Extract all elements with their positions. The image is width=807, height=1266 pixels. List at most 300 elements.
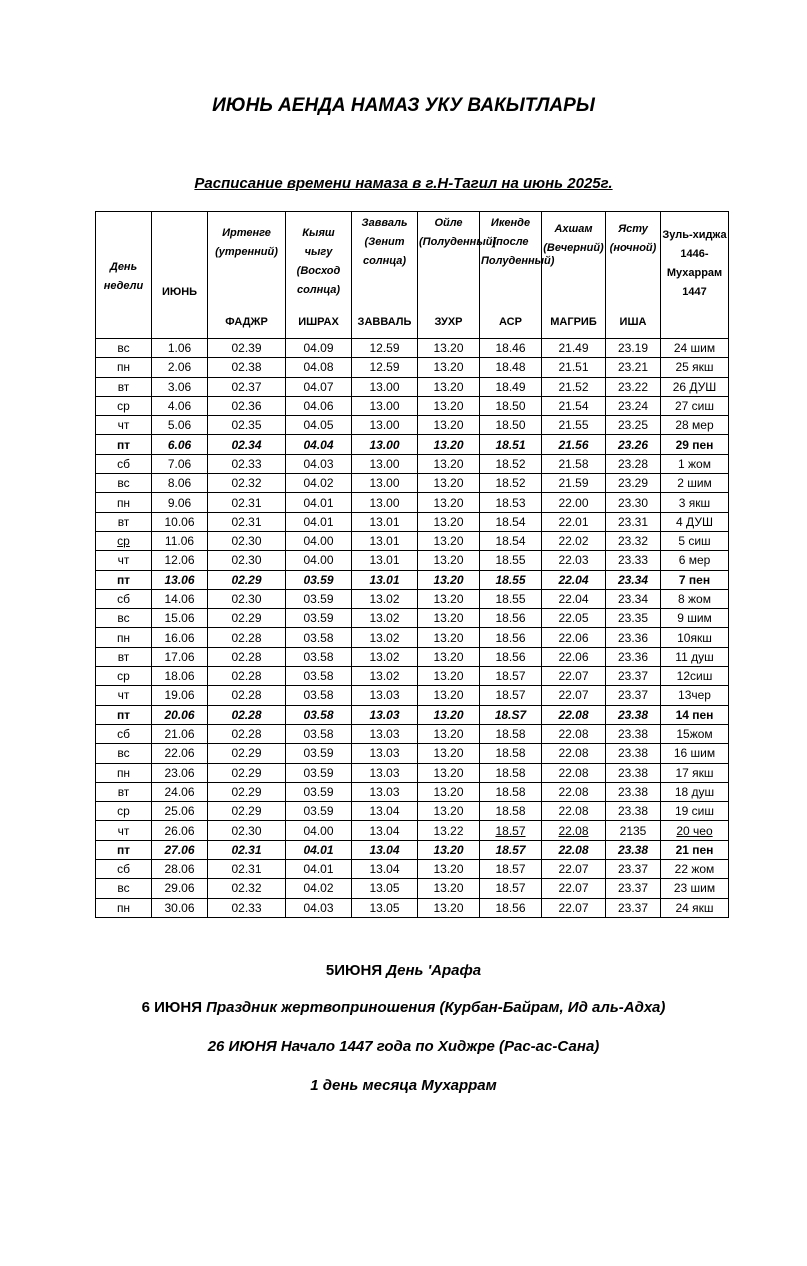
cell-ishrak: 04.01 <box>286 860 352 879</box>
cell-maghrib: 22.00 <box>542 493 606 512</box>
cell-ishrak: 03.58 <box>286 686 352 705</box>
cell-isha: 2135 <box>606 821 661 840</box>
cell-isha: 23.24 <box>606 396 661 415</box>
cell-isha: 23.38 <box>606 802 661 821</box>
note-muharram: 1 день месяца Мухаррам <box>310 1077 497 1094</box>
cell-asr: 18.51 <box>480 435 542 454</box>
cell-asr: 18.46 <box>480 339 542 358</box>
cell-date: 23.06 <box>152 763 208 782</box>
cell-fajr: 02.31 <box>208 860 286 879</box>
cell-isha: 23.28 <box>606 454 661 473</box>
cell-fajr: 02.29 <box>208 744 286 763</box>
cell-fajr: 02.31 <box>208 512 286 531</box>
cell-isha: 23.37 <box>606 667 661 686</box>
cell-hijri: 29 пен <box>661 435 729 454</box>
cell-ishrak: 04.03 <box>286 454 352 473</box>
header-maghrib: Ахшам (Вечерний) МАГРИБ <box>542 212 606 339</box>
cell-zawal: 13.01 <box>352 512 418 531</box>
cell-maghrib: 22.08 <box>542 724 606 743</box>
cell-hijri: 9 шим <box>661 609 729 628</box>
cell-ishrak: 04.07 <box>286 377 352 396</box>
table-row <box>96 860 729 879</box>
cell-hijri: 11 душ <box>661 647 729 666</box>
table-row <box>96 416 729 435</box>
cell-maghrib: 22.04 <box>542 570 606 589</box>
table-row <box>96 802 729 821</box>
table-row <box>96 821 729 840</box>
cell-ishrak: 04.01 <box>286 840 352 859</box>
cell-wd: сб <box>96 860 152 879</box>
cell-zuhr: 13.20 <box>418 377 480 396</box>
cell-zuhr: 13.20 <box>418 860 480 879</box>
cell-zawal: 13.04 <box>352 860 418 879</box>
cell-isha: 23.38 <box>606 840 661 859</box>
table-row <box>96 647 729 666</box>
cell-wd: пт <box>96 705 152 724</box>
cell-date: 19.06 <box>152 686 208 705</box>
cell-zawal: 13.02 <box>352 647 418 666</box>
cell-hijri: 3 якш <box>661 493 729 512</box>
cell-zuhr: 13.20 <box>418 358 480 377</box>
cell-maghrib: 21.59 <box>542 474 606 493</box>
cell-wd: чт <box>96 551 152 570</box>
prayer-schedule-table <box>95 211 729 918</box>
cell-asr: 18.53 <box>480 493 542 512</box>
cell-asr: 18.58 <box>480 782 542 801</box>
cell-fajr: 02.38 <box>208 358 286 377</box>
cell-date: 4.06 <box>152 396 208 415</box>
cell-fajr: 02.32 <box>208 879 286 898</box>
cell-zuhr: 13.20 <box>418 589 480 608</box>
header-date: ИЮНЬ <box>152 212 208 339</box>
cell-asr: 18.48 <box>480 358 542 377</box>
cell-wd: пт <box>96 570 152 589</box>
cell-hijri: 26 ДУШ <box>661 377 729 396</box>
cell-wd: вс <box>96 609 152 628</box>
cell-hijri: 18 душ <box>661 782 729 801</box>
cell-asr: 18.57 <box>480 686 542 705</box>
cell-ishrak: 04.05 <box>286 416 352 435</box>
cell-zawal: 13.00 <box>352 474 418 493</box>
cell-asr: 18.55 <box>480 589 542 608</box>
cell-date: 15.06 <box>152 609 208 628</box>
cell-maghrib: 22.07 <box>542 686 606 705</box>
table-row <box>96 898 729 917</box>
cell-ishrak: 04.00 <box>286 821 352 840</box>
cell-fajr: 02.28 <box>208 705 286 724</box>
table-row <box>96 551 729 570</box>
cell-isha: 23.32 <box>606 531 661 550</box>
cell-fajr: 02.28 <box>208 628 286 647</box>
cell-ishrak: 04.03 <box>286 898 352 917</box>
cell-asr: 18.57 <box>480 667 542 686</box>
cell-wd: чт <box>96 416 152 435</box>
cell-isha: 23.35 <box>606 609 661 628</box>
table-row <box>96 531 729 550</box>
cell-asr: 18.54 <box>480 531 542 550</box>
page-title: ИЮНЬ АЕНДА НАМАЗ УКУ ВАКЫТЛАРЫ <box>212 95 595 116</box>
table-row <box>96 840 729 859</box>
cell-isha: 23.26 <box>606 435 661 454</box>
cell-maghrib: 21.58 <box>542 454 606 473</box>
cell-date: 13.06 <box>152 570 208 589</box>
cell-date: 14.06 <box>152 589 208 608</box>
cell-asr: 18.50 <box>480 396 542 415</box>
cell-date: 11.06 <box>152 531 208 550</box>
cell-maghrib: 22.08 <box>542 705 606 724</box>
cell-zawal: 13.04 <box>352 840 418 859</box>
cell-wd: вс <box>96 339 152 358</box>
cell-maghrib: 21.55 <box>542 416 606 435</box>
cell-maghrib: 22.02 <box>542 531 606 550</box>
cell-ishrak: 03.59 <box>286 570 352 589</box>
cell-asr: 18.55 <box>480 570 542 589</box>
header-ishrak: Кыяш чыгу (Восход солнца) ИШРАХ <box>286 212 352 339</box>
cell-zuhr: 13.20 <box>418 879 480 898</box>
cell-maghrib: 22.08 <box>542 802 606 821</box>
cell-wd: вт <box>96 782 152 801</box>
cell-zuhr: 13.20 <box>418 647 480 666</box>
cell-zawal: 13.03 <box>352 744 418 763</box>
table-row <box>96 763 729 782</box>
cell-zuhr: 13.20 <box>418 667 480 686</box>
table-row <box>96 493 729 512</box>
cell-maghrib: 21.49 <box>542 339 606 358</box>
cell-isha: 23.19 <box>606 339 661 358</box>
cell-hijri: 14 пен <box>661 705 729 724</box>
schedule-subtitle: Расписание времени намаза в г.Н-Тагил на июнь 2025г. <box>194 175 613 192</box>
cell-isha: 23.36 <box>606 628 661 647</box>
cell-isha: 23.38 <box>606 782 661 801</box>
cell-fajr: 02.29 <box>208 763 286 782</box>
cell-zawal: 13.05 <box>352 879 418 898</box>
cell-date: 17.06 <box>152 647 208 666</box>
cell-wd: пн <box>96 898 152 917</box>
cell-zuhr: 13.20 <box>418 724 480 743</box>
header-isha: Ясту (ночной) ИША <box>606 212 661 339</box>
cell-asr: 18.57 <box>480 860 542 879</box>
cell-asr: 18.56 <box>480 609 542 628</box>
cell-ishrak: 04.08 <box>286 358 352 377</box>
cell-date: 9.06 <box>152 493 208 512</box>
table-row <box>96 744 729 763</box>
header-zawal: Завваль (Зенит солнца) ЗАВВАЛЬ <box>352 212 418 339</box>
table-header-row <box>96 212 729 339</box>
cell-zuhr: 13.20 <box>418 551 480 570</box>
cell-wd: вт <box>96 377 152 396</box>
table-row <box>96 628 729 647</box>
cell-fajr: 02.28 <box>208 667 286 686</box>
cell-fajr: 02.30 <box>208 551 286 570</box>
cell-zawal: 13.05 <box>352 898 418 917</box>
cell-ishrak: 03.58 <box>286 705 352 724</box>
cell-hijri: 7 пен <box>661 570 729 589</box>
cell-fajr: 02.35 <box>208 416 286 435</box>
cell-zuhr: 13.20 <box>418 628 480 647</box>
cell-zuhr: 13.20 <box>418 705 480 724</box>
cell-fajr: 02.39 <box>208 339 286 358</box>
cell-asr: 18.54 <box>480 512 542 531</box>
cell-date: 5.06 <box>152 416 208 435</box>
cell-date: 10.06 <box>152 512 208 531</box>
cell-zuhr: 13.20 <box>418 744 480 763</box>
cell-wd: сб <box>96 454 152 473</box>
cell-zawal: 12.59 <box>352 358 418 377</box>
note-arafa: 5ИЮНЯ День 'Арафа <box>325 962 482 979</box>
cell-wd: вт <box>96 647 152 666</box>
header-weekday: День недели <box>96 212 152 339</box>
cell-asr: 18.56 <box>480 647 542 666</box>
cell-zawal: 13.03 <box>352 724 418 743</box>
cell-hijri: 19 сиш <box>661 802 729 821</box>
cell-maghrib: 22.07 <box>542 898 606 917</box>
cell-zuhr: 13.20 <box>418 416 480 435</box>
cell-asr: 18.58 <box>480 802 542 821</box>
cell-hijri: 16 шим <box>661 744 729 763</box>
note-kurban: 6 ИЮНЯ Праздник жертвоприношения (Курбан-Байрам, Ид аль-Адха) <box>141 999 666 1016</box>
cell-ishrak: 03.58 <box>286 667 352 686</box>
cell-ishrak: 03.59 <box>286 609 352 628</box>
cell-date: 3.06 <box>152 377 208 396</box>
cell-maghrib: 21.52 <box>542 377 606 396</box>
cell-hijri: 17 якш <box>661 763 729 782</box>
cell-date: 27.06 <box>152 840 208 859</box>
cell-maghrib: 22.08 <box>542 744 606 763</box>
cell-fajr: 02.30 <box>208 531 286 550</box>
table-row <box>96 377 729 396</box>
cell-maghrib: 21.51 <box>542 358 606 377</box>
cell-zuhr: 13.20 <box>418 763 480 782</box>
cell-asr: 18.52 <box>480 454 542 473</box>
cell-asr: 18.56 <box>480 898 542 917</box>
cell-isha: 23.30 <box>606 493 661 512</box>
cell-ishrak: 03.59 <box>286 589 352 608</box>
cell-zawal: 13.03 <box>352 686 418 705</box>
cell-zuhr: 13.20 <box>418 782 480 801</box>
cell-zawal: 13.00 <box>352 454 418 473</box>
cell-ishrak: 04.00 <box>286 551 352 570</box>
cell-zawal: 12.59 <box>352 339 418 358</box>
table-row <box>96 589 729 608</box>
cell-zuhr: 13.20 <box>418 474 480 493</box>
cell-maghrib: 22.08 <box>542 763 606 782</box>
cell-isha: 23.36 <box>606 647 661 666</box>
cell-maghrib: 22.05 <box>542 609 606 628</box>
cell-ishrak: 03.58 <box>286 628 352 647</box>
cell-zuhr: 13.20 <box>418 531 480 550</box>
cell-zuhr: 13.20 <box>418 454 480 473</box>
cell-maghrib: 22.06 <box>542 647 606 666</box>
cell-fajr: 02.29 <box>208 802 286 821</box>
cell-hijri: 24 якш <box>661 898 729 917</box>
table-row <box>96 474 729 493</box>
cell-ishrak: 04.02 <box>286 474 352 493</box>
table-row <box>96 396 729 415</box>
cell-isha: 23.29 <box>606 474 661 493</box>
cell-isha: 23.38 <box>606 724 661 743</box>
cell-ishrak: 03.59 <box>286 802 352 821</box>
cell-fajr: 02.28 <box>208 686 286 705</box>
cell-isha: 23.21 <box>606 358 661 377</box>
cell-isha: 23.33 <box>606 551 661 570</box>
cell-hijri: 5 сиш <box>661 531 729 550</box>
cell-hijri: 28 мер <box>661 416 729 435</box>
cell-zawal: 13.00 <box>352 435 418 454</box>
cell-fajr: 02.33 <box>208 898 286 917</box>
cell-wd: вс <box>96 474 152 493</box>
cell-zawal: 13.03 <box>352 705 418 724</box>
cell-date: 7.06 <box>152 454 208 473</box>
cell-maghrib: 21.56 <box>542 435 606 454</box>
cell-zuhr: 13.20 <box>418 686 480 705</box>
cell-maghrib: 22.06 <box>542 628 606 647</box>
cell-ishrak: 03.58 <box>286 647 352 666</box>
cell-maghrib: 22.08 <box>542 782 606 801</box>
cell-isha: 23.34 <box>606 589 661 608</box>
cell-fajr: 02.36 <box>208 396 286 415</box>
cell-date: 21.06 <box>152 724 208 743</box>
cell-asr: 18.57 <box>480 821 542 840</box>
cell-zuhr: 13.20 <box>418 493 480 512</box>
cell-fajr: 02.31 <box>208 840 286 859</box>
cell-wd: ср <box>96 802 152 821</box>
cell-zawal: 13.01 <box>352 551 418 570</box>
cell-wd: сб <box>96 589 152 608</box>
cell-zawal: 13.04 <box>352 802 418 821</box>
cell-maghrib: 22.03 <box>542 551 606 570</box>
cell-ishrak: 04.01 <box>286 512 352 531</box>
cell-fajr: 02.37 <box>208 377 286 396</box>
cell-date: 12.06 <box>152 551 208 570</box>
cell-zawal: 13.03 <box>352 782 418 801</box>
cell-zuhr: 13.22 <box>418 821 480 840</box>
cell-wd: пн <box>96 493 152 512</box>
cell-fajr: 02.29 <box>208 782 286 801</box>
cell-ishrak: 04.04 <box>286 435 352 454</box>
cell-wd: ср <box>96 396 152 415</box>
cell-zawal: 13.02 <box>352 609 418 628</box>
cell-zawal: 13.02 <box>352 628 418 647</box>
cell-isha: 23.38 <box>606 744 661 763</box>
table-row <box>96 667 729 686</box>
cell-fajr: 02.31 <box>208 493 286 512</box>
cell-fajr: 02.34 <box>208 435 286 454</box>
cell-isha: 23.37 <box>606 898 661 917</box>
cell-ishrak: 04.00 <box>286 531 352 550</box>
table-row <box>96 879 729 898</box>
cell-maghrib: 22.08 <box>542 821 606 840</box>
cell-asr: 18.57 <box>480 840 542 859</box>
cell-fajr: 02.29 <box>208 609 286 628</box>
cell-asr: 18.56 <box>480 628 542 647</box>
cell-wd: сб <box>96 724 152 743</box>
cell-zawal: 13.00 <box>352 416 418 435</box>
cell-fajr: 02.30 <box>208 821 286 840</box>
cell-wd: пн <box>96 628 152 647</box>
cell-wd: ср <box>96 667 152 686</box>
cell-zawal: 13.02 <box>352 589 418 608</box>
cell-date: 18.06 <box>152 667 208 686</box>
cell-hijri: 1 жом <box>661 454 729 473</box>
cell-isha: 23.37 <box>606 860 661 879</box>
cell-zuhr: 13.20 <box>418 840 480 859</box>
cell-maghrib: 22.07 <box>542 667 606 686</box>
table-row <box>96 705 729 724</box>
cell-asr: 18.58 <box>480 763 542 782</box>
cell-date: 6.06 <box>152 435 208 454</box>
cell-fajr: 02.28 <box>208 724 286 743</box>
cell-wd: пн <box>96 763 152 782</box>
cell-asr: 18.50 <box>480 416 542 435</box>
cell-wd: вт <box>96 512 152 531</box>
cell-zuhr: 13.20 <box>418 609 480 628</box>
cell-date: 16.06 <box>152 628 208 647</box>
cell-date: 22.06 <box>152 744 208 763</box>
cell-ishrak: 04.02 <box>286 879 352 898</box>
cell-hijri: 10якш <box>661 628 729 647</box>
cell-maghrib: 22.04 <box>542 589 606 608</box>
cell-date: 30.06 <box>152 898 208 917</box>
header-asr: Икенде (после Полуденный) АСР <box>480 212 542 339</box>
cell-isha: 23.31 <box>606 512 661 531</box>
cell-zawal: 13.01 <box>352 570 418 589</box>
cell-fajr: 02.30 <box>208 589 286 608</box>
cell-wd: пн <box>96 358 152 377</box>
cell-isha: 23.38 <box>606 705 661 724</box>
table-row <box>96 435 729 454</box>
cell-fajr: 02.33 <box>208 454 286 473</box>
cell-zuhr: 13.20 <box>418 898 480 917</box>
cell-wd: ср <box>96 531 152 550</box>
cell-isha: 23.22 <box>606 377 661 396</box>
cell-date: 26.06 <box>152 821 208 840</box>
table-row <box>96 512 729 531</box>
cell-hijri: 24 шим <box>661 339 729 358</box>
cell-hijri: 23 шим <box>661 879 729 898</box>
cell-wd: пт <box>96 840 152 859</box>
cell-isha: 23.37 <box>606 686 661 705</box>
cell-zawal: 13.00 <box>352 396 418 415</box>
table-row <box>96 686 729 705</box>
cell-hijri: 4 ДУШ <box>661 512 729 531</box>
cell-zawal: 13.01 <box>352 531 418 550</box>
cell-asr: 18.57 <box>480 879 542 898</box>
table-row <box>96 570 729 589</box>
cell-zawal: 13.00 <box>352 493 418 512</box>
cell-fajr: 02.28 <box>208 647 286 666</box>
cell-hijri: 8 жом <box>661 589 729 608</box>
cell-hijri: 2 шим <box>661 474 729 493</box>
cell-ishrak: 03.58 <box>286 724 352 743</box>
cell-zuhr: 13.20 <box>418 339 480 358</box>
cell-hijri: 20 чео <box>661 821 729 840</box>
table-row <box>96 609 729 628</box>
cell-date: 28.06 <box>152 860 208 879</box>
cell-hijri: 25 якш <box>661 358 729 377</box>
cell-maghrib: 22.07 <box>542 860 606 879</box>
cell-ishrak: 04.06 <box>286 396 352 415</box>
cell-asr: 18.55 <box>480 551 542 570</box>
cell-zawal: 13.02 <box>352 667 418 686</box>
cell-date: 1.06 <box>152 339 208 358</box>
table-row <box>96 724 729 743</box>
cell-isha: 23.37 <box>606 879 661 898</box>
cell-maghrib: 22.07 <box>542 879 606 898</box>
cell-ishrak: 04.01 <box>286 493 352 512</box>
cell-ishrak: 04.09 <box>286 339 352 358</box>
cell-maghrib: 21.54 <box>542 396 606 415</box>
header-hijri: Зуль-хиджа 1446-Мухаррам 1447 <box>661 212 729 339</box>
